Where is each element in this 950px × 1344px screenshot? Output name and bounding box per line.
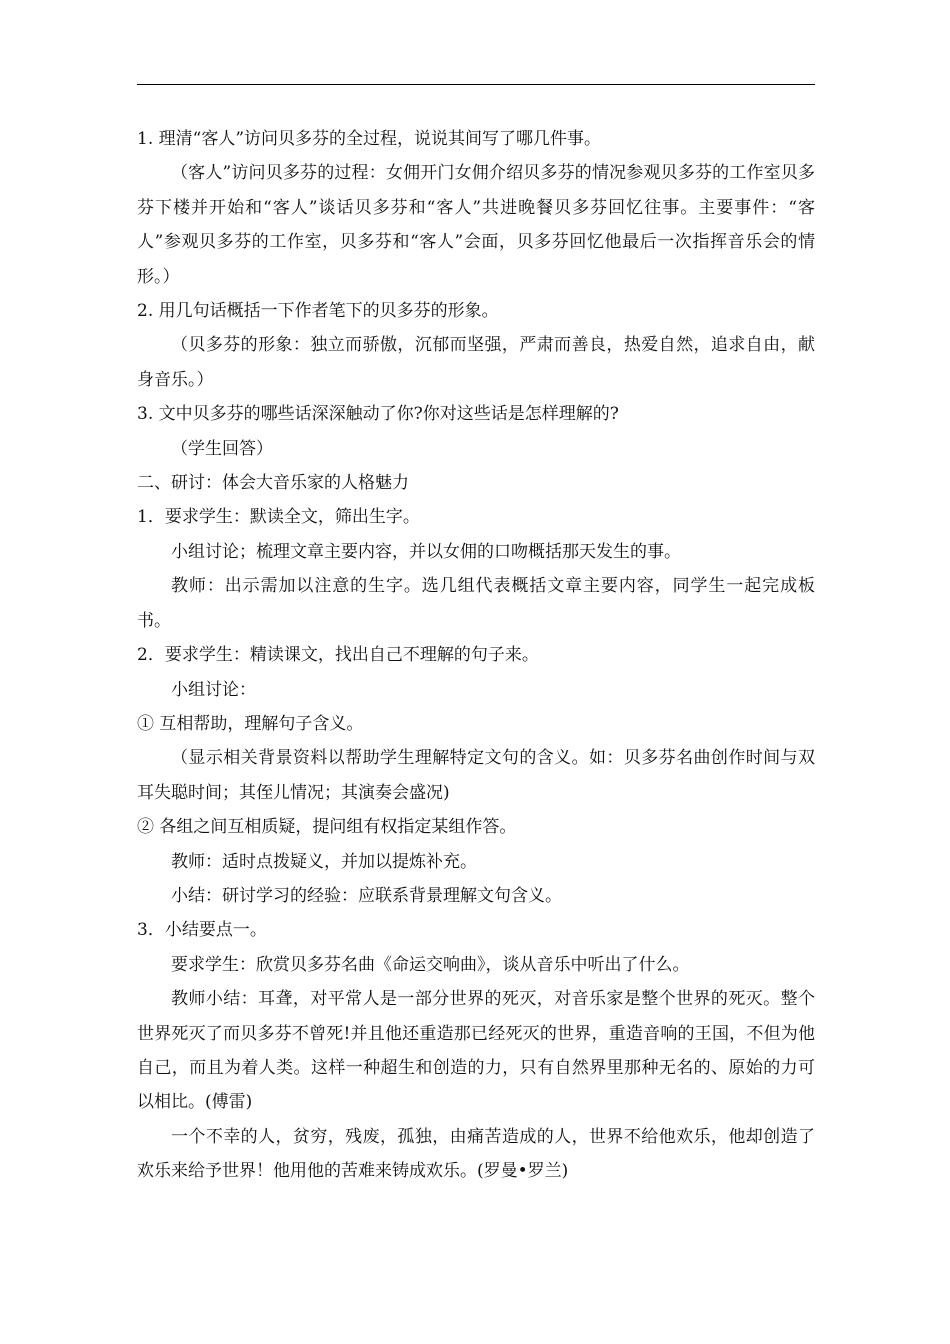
step-1: 1．要求学生：默读全文，筛出生字。: [137, 507, 420, 528]
step-1-group: 小组讨论；梳理文章主要内容，并以女佣的口吻概括那天发生的事。: [171, 541, 681, 562]
step-2: 2．要求学生：精读课文，找出自己不理解的句子来。: [137, 645, 539, 666]
romain-rolland-quote: 一个不幸的人，贫穷，残废，孤独，由痛苦造成的人，世界不给他欢乐，他却创造了欢乐来给予世界！他用他的苦难来铸成欢乐。(罗曼•罗兰): [137, 1126, 815, 1182]
step-2-item-1: ① 互相帮助，理解句子含义。: [137, 713, 364, 734]
step-3-teacher-summary: 教师小结：耳聋，对平常人是一部分世界的死灭，对音乐家是整个世界的死灭。整个世界死灭了而贝多芬不曾死!并且他还重造那已经死灭的世界，重造音响的王国，不但为他自己，而且为着人类。这样一种超生和创造的力，只有自然界里那种无名的、原始的力可以相比。(傅雷): [137, 989, 815, 1113]
step-2-teacher: 教师：适时点拨疑义，并加以提炼补充。: [171, 851, 477, 872]
answer-2: （贝多芬的形象：独立而骄傲，沉郁而坚强，严肃而善良，热爱自然，追求自由，献身音乐。）: [137, 335, 815, 390]
step-2-group: 小组讨论：: [171, 679, 256, 700]
section-heading: 二、研讨：体会大音乐家的人格魅力: [137, 473, 409, 494]
step-2-item-1-note: （显示相关背景资料以帮助学生理解特定文句的含义。如：贝多芬名曲创作时间与双耳失聪时间；其侄儿情况；其演奏会盛况): [137, 748, 815, 803]
step-1-teacher: 教师：出示需加以注意的生字。选几组代表概括文章主要内容，同学生一起完成板书。: [137, 576, 815, 631]
step-2-summary: 小结：研讨学习的经验：应联系背景理解文句含义。: [171, 885, 562, 906]
step-3: 3．小结要点一。: [137, 920, 267, 941]
question-3: 3. 文中贝多芬的哪些话深深触动了你?你对这些话是怎样理解的?: [137, 404, 619, 425]
step-3-requirement: 要求学生：欣赏贝多芬名曲《命运交响曲》，谈从音乐中听出了什么。: [171, 954, 690, 975]
answer-3: （学生回答）: [171, 438, 273, 459]
question-1: 1. 理清“客人”访问贝多芬的全过程，说说其间写了哪几件事。: [137, 129, 602, 149]
question-2: 2. 用几句话概括一下作者笔下的贝多芬的形象。: [137, 301, 499, 322]
header-rule: [137, 84, 815, 85]
document-body: [137, 122, 815, 1189]
step-2-item-2: ② 各组之间互相质疑，提问组有权指定某组作答。: [137, 817, 517, 838]
answer-1: （客人”访问贝多芬的过程：女佣开门女佣介绍贝多芬的情况参观贝多芬的工作室贝多芬下楼并开始和“客人”谈话贝多芬和“客人”共进晚餐贝多芬回忆往事。主要事件：“客人”参观贝多芬的工作室，贝多芬和“客人”会面，贝多芬回忆他最后一次指挥音乐会的情形。）: [137, 163, 815, 287]
